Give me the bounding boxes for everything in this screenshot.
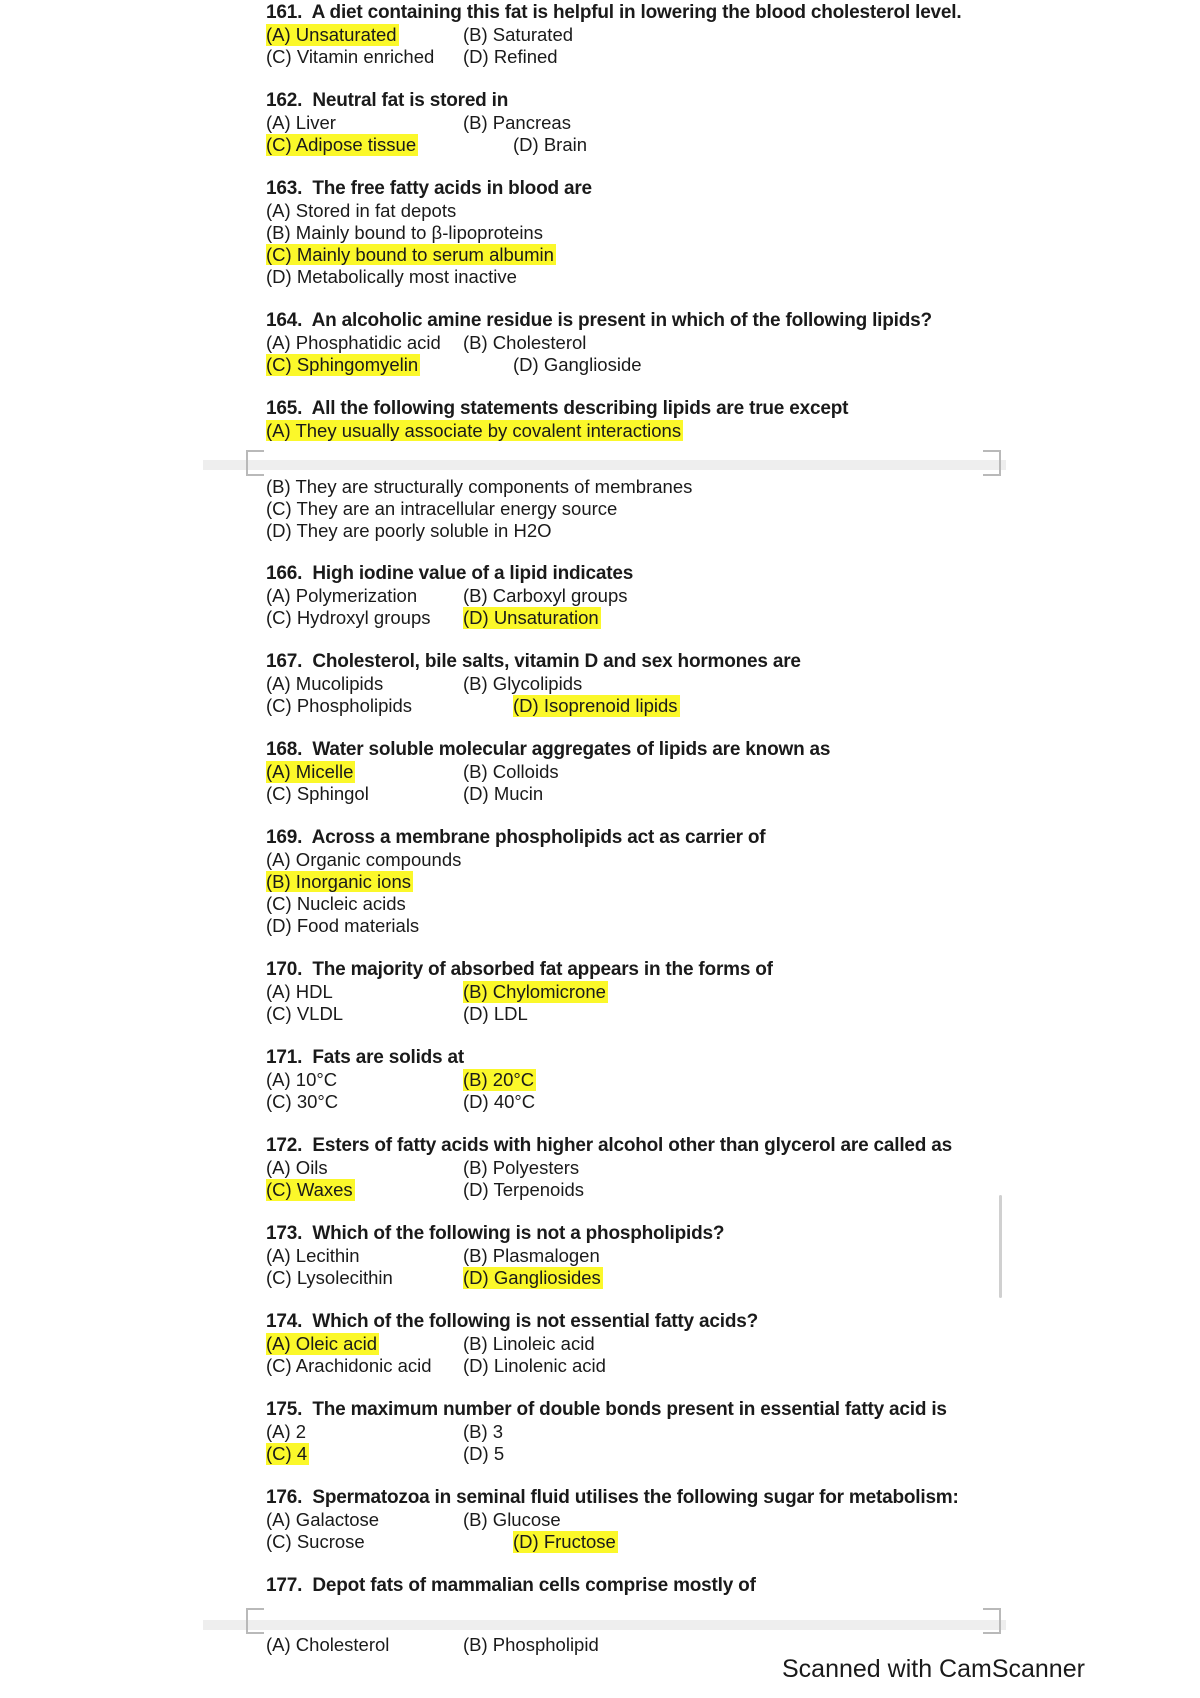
option-d: (D) Unsaturation [463, 607, 599, 628]
option-b: (B) Carboxyl groups [463, 585, 628, 606]
option-c: (C) Nucleic acids [266, 893, 406, 914]
question-174 [266, 1311, 1006, 1377]
question-text: 173. Which of the following is not a phospholipids? [266, 1223, 725, 1244]
option-d: (D) Refined [463, 46, 558, 67]
option-b: (B) Plasmalogen [463, 1245, 600, 1266]
option-b: (B) Mainly bound to β-lipoproteins [266, 222, 543, 243]
option-a: (A) 2 [266, 1421, 307, 1442]
question-167 [266, 651, 1006, 717]
question-text: 174. Which of the following is not essential fatty acids? [266, 1311, 758, 1332]
question-177 [266, 1575, 1006, 1597]
question-text: 175. The maximum number of double bonds present in essential fatty acid is [266, 1399, 947, 1420]
option-b: (B) Inorganic ions [266, 871, 411, 892]
question-text: 161. A diet containing this fat is helpful in lowering the blood cholesterol level. [266, 2, 962, 23]
option-d: (D) Fructose [513, 1531, 616, 1552]
option-c: (C) Arachidonic acid [266, 1355, 432, 1376]
option-d: (D) Ganglioside [513, 354, 642, 375]
option-a: (A) 10°C [266, 1069, 338, 1090]
option-a: (A) Stored in fat depots [266, 200, 457, 221]
option-d: (D) Gangliosides [463, 1267, 601, 1288]
option-c: (C) VLDL [266, 1003, 344, 1024]
option-a: (A) They usually associate by covalent interactions [266, 420, 682, 441]
crop-corner-icon [983, 1608, 1001, 1634]
option-a: (A) HDL [266, 981, 333, 1002]
option-d: (D) 40°C [463, 1091, 536, 1112]
scanner-watermark: Scanned with CamScanner [782, 1655, 1085, 1683]
option-d: (D) They are poorly soluble in H2O [266, 520, 552, 541]
option-d: (D) 5 [463, 1443, 505, 1464]
question-166 [266, 563, 1006, 629]
option-d: (D) Isoprenoid lipids [513, 695, 678, 716]
option-d: (D) Mucin [463, 783, 544, 804]
option-b: (B) Chylomicrone [463, 981, 606, 1002]
question-172 [266, 1135, 1006, 1201]
option-a: (A) Lecithin [266, 1245, 360, 1266]
option-c: (C) Sphingol [266, 783, 369, 804]
option-c: (C) Waxes [266, 1179, 353, 1200]
option-b: (B) Cholesterol [463, 332, 587, 353]
question-text: 176. Spermatozoa in seminal fluid utilises the following sugar for metabolism: [266, 1487, 959, 1508]
option-b: (B) 3 [463, 1421, 504, 1442]
option-a: (A) Micelle [266, 761, 354, 782]
question-text: 167. Cholesterol, bile salts, vitamin D and sex hormones are [266, 651, 801, 672]
option-c: (C) 4 [266, 1443, 308, 1464]
question-171 [266, 1047, 1006, 1113]
option-c: (C) Sucrose [266, 1531, 365, 1552]
question-text: 171. Fats are solids at [266, 1047, 464, 1068]
question-text: 165. All the following statements describing lipids are true except [266, 398, 849, 419]
question-165-continued [266, 476, 1006, 542]
option-a: (A) Organic compounds [266, 849, 462, 870]
option-a: (A) Liver [266, 112, 336, 133]
option-b: (B) Polyesters [463, 1157, 580, 1178]
option-a: (A) Phosphatidic acid [266, 332, 441, 353]
question-175 [266, 1399, 1006, 1465]
question-text: 168. Water soluble molecular aggregates of lipids are known as [266, 739, 831, 760]
question-164 [266, 310, 1006, 376]
option-c: (C) They are an intracellular energy source [266, 498, 618, 519]
option-c: (C) Vitamin enriched [266, 46, 435, 67]
option-a: (A) Galactose [266, 1509, 380, 1530]
question-text: 177. Depot fats of mammalian cells comprise mostly of [266, 1575, 756, 1596]
option-a: (A) Mucolipids [266, 673, 384, 694]
option-d: (D) Terpenoids [463, 1179, 584, 1200]
question-text: 170. The majority of absorbed fat appears in the forms of [266, 959, 773, 980]
question-176 [266, 1487, 1006, 1553]
option-a: (A) Oleic acid [266, 1333, 378, 1354]
option-b: (B) Saturated [463, 24, 574, 45]
question-170 [266, 959, 1006, 1025]
option-c: (C) Sphingomyelin [266, 354, 419, 375]
option-a: (A) Oils [266, 1157, 328, 1178]
option-c: (C) Hydroxyl groups [266, 607, 431, 628]
option-d: (D) Brain [513, 134, 588, 155]
option-d: (D) Metabolically most inactive [266, 266, 517, 287]
question-text: 172. Esters of fatty acids with higher alcohol other than glycerol are called as [266, 1135, 952, 1156]
crop-corner-icon [983, 450, 1001, 476]
question-162 [266, 90, 1006, 156]
question-169 [266, 827, 1006, 937]
option-a: (A) Unsaturated [266, 24, 397, 45]
option-b: (B) They are structurally components of membranes [266, 476, 693, 497]
option-c: (C) Phospholipids [266, 695, 413, 716]
question-163 [266, 178, 1006, 288]
option-c: (C) Mainly bound to serum albumin [266, 244, 554, 265]
option-b: (B) Phospholipid [463, 1634, 599, 1655]
question-text: 162. Neutral fat is stored in [266, 90, 509, 111]
question-165 [266, 398, 1006, 442]
page-break [203, 460, 1006, 470]
option-b: (B) Glycolipids [463, 673, 583, 694]
question-text: 164. An alcoholic amine residue is present in which of the following lipids? [266, 310, 932, 331]
question-text: 169. Across a membrane phospholipids act as carrier of [266, 827, 766, 848]
question-173 [266, 1223, 1006, 1289]
option-b: (B) Linoleic acid [463, 1333, 595, 1354]
question-text: 166. High iodine value of a lipid indicates [266, 563, 634, 584]
question-text: 163. The free fatty acids in blood are [266, 178, 592, 199]
option-b: (B) Pancreas [463, 112, 571, 133]
crop-corner-icon [246, 1608, 264, 1634]
option-b: (B) 20°C [463, 1069, 535, 1090]
option-c: (C) Adipose tissue [266, 134, 417, 155]
question-168 [266, 739, 1006, 805]
option-b: (B) Glucose [463, 1509, 561, 1530]
option-c: (C) 30°C [266, 1091, 339, 1112]
option-a: (A) Cholesterol [266, 1634, 390, 1655]
option-d: (D) Food materials [266, 915, 420, 936]
question-177-continued [266, 1634, 1006, 1656]
option-a: (A) Polymerization [266, 585, 418, 606]
crop-corner-icon [246, 450, 264, 476]
page-break [203, 1620, 1006, 1630]
option-b: (B) Colloids [463, 761, 559, 782]
option-d: (D) LDL [463, 1003, 528, 1024]
question-161 [266, 2, 1006, 68]
option-c: (C) Lysolecithin [266, 1267, 393, 1288]
option-d: (D) Linolenic acid [463, 1355, 606, 1376]
